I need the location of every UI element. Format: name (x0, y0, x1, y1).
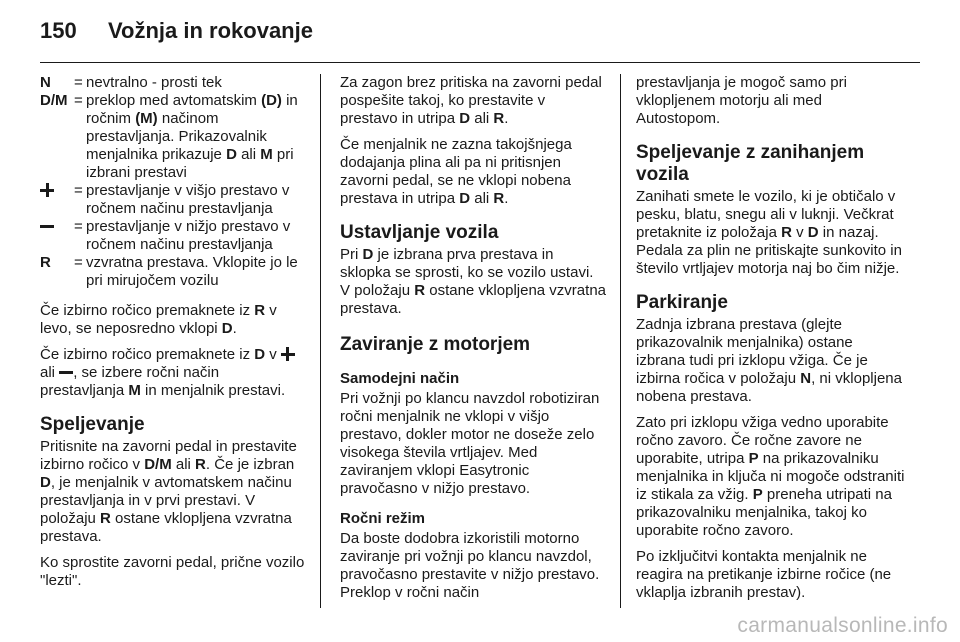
bold-run: R (493, 110, 505, 127)
text-run: Pri (340, 246, 363, 263)
text-run: preneha utripati na prikazovalniku menjalnika, takoj ko uporabite ročno zavoro. (636, 486, 892, 539)
column-divider (620, 74, 621, 608)
bold-run: D (362, 246, 374, 263)
section-heading: Speljevanje z zanihanjem vozila (636, 142, 865, 185)
text-run: Zanihati smete le vozilo, ki je obtičalo v pesku, blatu, snegu ali v luknji. Večkrat pretaknite iz položaja (636, 188, 896, 241)
bold-run: D (226, 146, 237, 163)
definition-key: N (40, 74, 51, 91)
paragraph (340, 246, 606, 318)
bold-run: (D) (261, 92, 282, 109)
column-1 (40, 74, 306, 598)
bold-run: P (752, 486, 763, 503)
text-run: , ni vklopljena nobena prestava. (636, 370, 902, 405)
minus-icon (59, 365, 73, 379)
text-run: in menjalnik prestavi. (140, 382, 286, 399)
definition-separator: = (74, 182, 83, 199)
text-run: Če izbirno ročico premaknete iz (40, 302, 255, 319)
definition-text: vzvratna prestava. Vklopite jo le pri mirujočem vozilu (86, 254, 298, 289)
column-divider (320, 74, 321, 608)
subsection-heading: Ročni režim (340, 510, 426, 527)
definition-separator: = (74, 254, 83, 271)
paragraph (636, 188, 906, 278)
bold-run: M (128, 382, 141, 399)
text-run: . (232, 320, 237, 337)
definition-key (40, 182, 74, 218)
text-run: Če menjalnik ne zazna takojšnjega dodajanja plina ali pa ni pritisnjen zavorni pedal, se ne vklopi nobena prestava in utripa (340, 136, 572, 207)
bold-run: R (414, 282, 426, 299)
text-run: ali (40, 364, 60, 381)
text-run: v (265, 346, 281, 363)
bold-run: R (100, 510, 111, 527)
plus-icon (40, 183, 54, 197)
paragraph (40, 346, 306, 400)
bold-run: P (748, 450, 759, 467)
plus-icon (281, 347, 295, 361)
bold-run: R (254, 302, 266, 319)
paragraph: Pri vožnji po klancu navzdol robotiziran ročni menjalnik ne vklopi v višjo prestavo, dokler motor ne doseže zelo visokega števila vrtljajev. Med zaviranjem vklopi Easytronic pravočasno v nižjo prestavo. (340, 390, 600, 497)
subsection-heading: Samodejni način (340, 370, 460, 387)
text-run: in ročnim (86, 92, 298, 127)
header-rule (40, 62, 920, 63)
text-run: načinom prestavljanja. Prikazovalnik menjalnika prikazuje (86, 110, 267, 163)
bold-run: D (254, 346, 266, 363)
text-run: in nazaj. Pedala za plin ne pritiskajte sunkovito in število vrtljajev motorja naj bo čim nižje. (636, 224, 902, 277)
section-heading: Parkiranje (636, 292, 728, 313)
bold-run: R (195, 456, 206, 473)
text-run: je izbrana prva prestava in sklopka se sprosti, ko se vozilo ustavi. V položaju (340, 246, 594, 299)
paragraph: Po izključitvi kontakta menjalnik ne reagira na pretikanje izbirne ročice (ne vklaplja izbranih prestav). (636, 548, 892, 601)
section-heading: Speljevanje (40, 414, 145, 435)
definition-text (86, 92, 306, 182)
bold-run: R (493, 190, 505, 207)
page-number: 150 (40, 18, 77, 43)
bold-run: D (40, 474, 51, 491)
paragraph: Ko sprostite zavorni pedal, prične vozilo "lezti". (40, 554, 305, 589)
definition-text: prestavljanje v višjo prestavo v ročnem načinu prestavljanja (86, 182, 290, 217)
text-run: v (791, 224, 808, 241)
column-3 (636, 74, 906, 610)
definition-row (40, 218, 306, 254)
definition-key (40, 218, 74, 254)
text-run: . (504, 190, 509, 207)
text-run: Zato pri izklopu vžiga vedno uporabite ročno zavoro. Če ročne zavore ne uporabite, utripa (636, 414, 889, 467)
text-run: Pritisnite na zavorni pedal in prestavite izbirno ročico v (40, 438, 297, 473)
definition-row (40, 74, 306, 92)
text-run: Za zagon brez pritiska na zavorni pedal pospešite takoj, ko prestavite v prestavo in utripa (340, 74, 602, 127)
definition-row (40, 254, 306, 290)
section-heading: Zaviranje z motorjem (340, 334, 531, 355)
text-run: ali (171, 456, 196, 473)
definition-key: D/M (40, 92, 68, 109)
text-run: na prikazovalniku menjalnika in ključa ni mogoče odstraniti iz stikala za vžig. (636, 450, 905, 503)
paragraph (340, 74, 606, 128)
bold-run: D (459, 190, 471, 207)
paragraph (40, 438, 306, 546)
definition-key: R (40, 254, 51, 271)
bold-run: (M) (135, 110, 158, 127)
text-run: . Če je izbran (205, 456, 295, 473)
definition-separator: = (74, 74, 83, 91)
text-run: pri izbrani prestavi (86, 146, 294, 181)
text-run: ostane vklopljena vzvratna prestava. (40, 510, 292, 545)
paragraph (340, 136, 606, 208)
paragraph (636, 316, 906, 406)
bold-run: D (221, 320, 233, 337)
definition-separator: = (74, 92, 83, 109)
bold-run: D (807, 224, 819, 241)
text-run: , je menjalnik v avtomatskem načinu prestavljanja in v prvi prestavi. V položaju (40, 474, 292, 527)
text-run: . (504, 110, 509, 127)
text-run: ali (470, 190, 494, 207)
text-run: , se izbere ročni način prestavljanja (40, 364, 220, 399)
page-header (40, 18, 920, 58)
definition-separator: = (74, 218, 83, 235)
paragraph (636, 414, 906, 540)
text-run: v levo, se neposredno vklopi (40, 302, 277, 337)
gear-definition-list (40, 74, 306, 290)
text-run: Če izbirno ročico premaknete iz (40, 346, 255, 363)
text-run: ali (470, 110, 494, 127)
definition-row (40, 92, 306, 182)
page-title: Vožnja in rokovanje (108, 18, 313, 43)
bold-run: R (781, 224, 792, 241)
definition-text: prestavljanje v nižjo prestavo v ročnem načinu prestavljanja (86, 218, 291, 253)
definition-row (40, 182, 306, 218)
text-run: ostane vklopljena vzvratna prestava. (340, 282, 606, 317)
text-run: Zadnja izbrana prestava (glejte prikazovalnik menjalnika) ostane izbrana tudi pri izklopu vžiga. Če je izbirna ročica v položaju (636, 316, 868, 387)
paragraph: Da boste dodobra izkoristili motorno zaviranje pri vožnji po klancu navzdol, pravočasno prestavite v nižjo prestavo. Preklop v ročni način (340, 530, 600, 601)
bold-run: M (260, 146, 273, 163)
column-2 (340, 74, 606, 610)
paragraph: prestavljanja je mogoč samo pri vklopljenem motorju ali med Autostopom. (636, 74, 847, 127)
watermark: carmanualsonline.info (737, 614, 948, 637)
bold-run: D (459, 110, 471, 127)
paragraph (40, 302, 306, 338)
section-heading: Ustavljanje vozila (340, 222, 499, 243)
minus-icon (40, 219, 54, 233)
bold-run: N (800, 370, 812, 387)
text-run: ali (236, 146, 261, 163)
definition-text: nevtralno - prosti tek (86, 74, 222, 91)
text-run: preklop med avtomatskim (86, 92, 262, 109)
bold-run: D/M (144, 456, 172, 473)
